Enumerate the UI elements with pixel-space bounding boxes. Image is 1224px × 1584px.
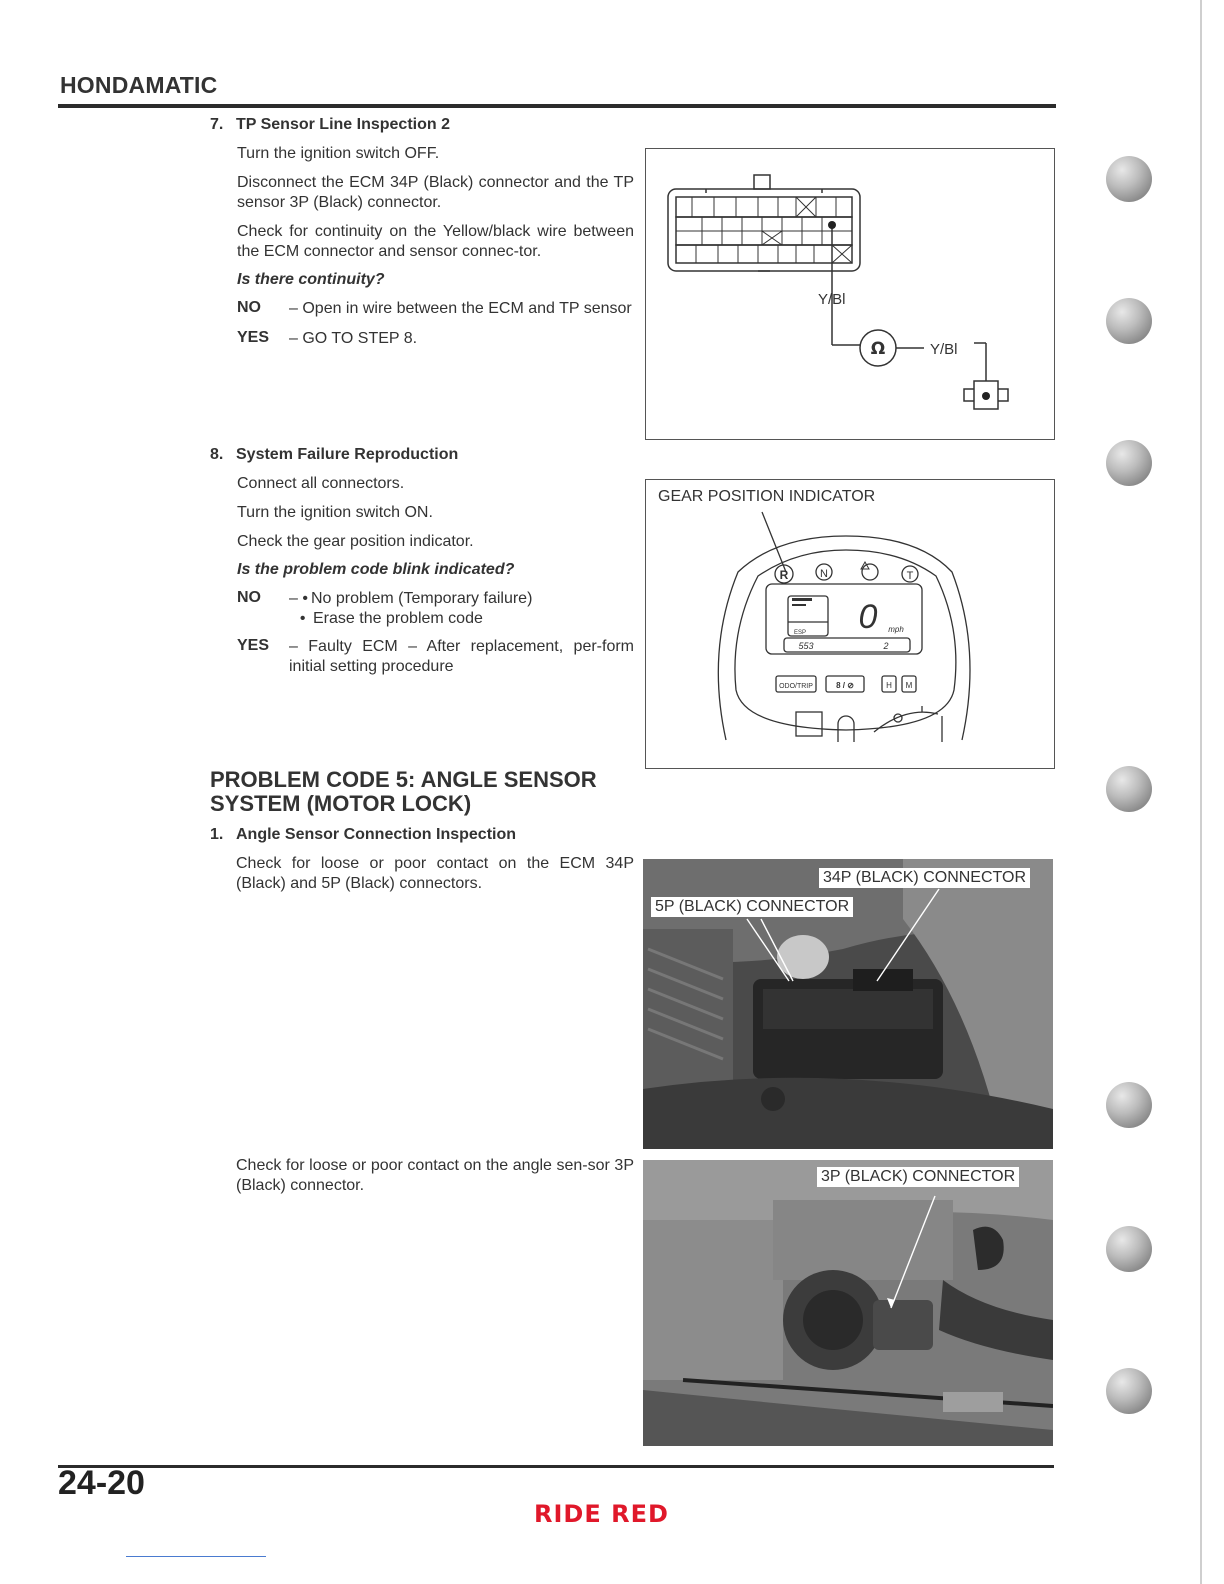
step-8-title: System Failure Reproduction bbox=[236, 446, 459, 463]
label-34p-connector: 34P (BLACK) CONNECTOR bbox=[819, 868, 1030, 888]
step-8-number: 8. bbox=[210, 446, 224, 463]
page-header-title: HONDAMATIC bbox=[60, 72, 218, 98]
step-7-para-2: Disconnect the ECM 34P (Black) connector and the TP sensor 3P (Black) connector. bbox=[237, 174, 634, 211]
step-7-answer-yes bbox=[237, 329, 634, 349]
answer-text: – GO TO STEP 8. bbox=[289, 330, 418, 347]
step-8-answer-yes bbox=[237, 637, 634, 677]
page-edge bbox=[1200, 0, 1202, 1584]
answer-key: NO bbox=[237, 589, 261, 606]
wire-label-1: Y/Bl bbox=[818, 291, 846, 308]
binder-hole bbox=[1106, 1226, 1152, 1272]
sensor-terminal-dot bbox=[982, 392, 990, 400]
mode-label: 8 / ⊘ bbox=[836, 681, 854, 690]
footer-rule bbox=[58, 1465, 1054, 1468]
binder-hole bbox=[1106, 156, 1152, 202]
wiring-diagram-figure bbox=[645, 148, 1055, 440]
gear-indicator-label: GEAR POSITION INDICATOR bbox=[658, 488, 876, 505]
meter-illustration bbox=[646, 480, 1054, 768]
answer-text: – Faulty ECM – After replacement, per-form initial setting procedure bbox=[289, 638, 634, 675]
answer-item: • Erase the problem code bbox=[291, 610, 483, 627]
hour-label: H bbox=[886, 681, 892, 690]
answer-key: YES bbox=[237, 637, 270, 654]
lcd-right-readout: 2 bbox=[883, 641, 889, 651]
ohmmeter-icon: Ω bbox=[870, 339, 886, 359]
step-8-answer-no bbox=[237, 589, 634, 629]
header-rule bbox=[58, 104, 1056, 108]
step-7-answer-no bbox=[237, 299, 634, 319]
binder-hole bbox=[1106, 766, 1152, 812]
step-8-para-1: Connect all connectors. bbox=[237, 475, 405, 492]
binder-hole bbox=[1106, 1082, 1152, 1128]
reverse-icon-label: R bbox=[779, 568, 789, 582]
lcd-small-text: ESP bbox=[793, 630, 807, 636]
step-7-para-3: Check for continuity on the Yellow/black wire between the ECM connector and sensor connec-tor. bbox=[237, 223, 634, 260]
step-1-text-2: Check for loose or poor contact on the angle sen-sor 3P (Black) connector. bbox=[236, 1157, 634, 1194]
step-1-number: 1. bbox=[210, 826, 224, 843]
wiring-diagram bbox=[646, 149, 1054, 439]
lcd-left-readout: 553 bbox=[798, 641, 814, 651]
step-1-heading bbox=[210, 826, 634, 844]
ecm-connector-outline bbox=[668, 189, 860, 271]
brand-logo: RIDE RED bbox=[534, 1500, 669, 1528]
speed-digit: 0 bbox=[858, 598, 878, 636]
neutral-icon-label: N bbox=[820, 568, 828, 580]
binder-hole bbox=[1106, 440, 1152, 486]
angle-sensor-photo-image bbox=[643, 1160, 1053, 1446]
step-8-para-3: Check the gear position indicator. bbox=[237, 533, 474, 550]
ecm-terminal-dot bbox=[828, 221, 836, 229]
answer-key: YES bbox=[237, 329, 270, 346]
step-8-heading bbox=[210, 446, 634, 464]
label-5p-connector: 5P (BLACK) CONNECTOR bbox=[651, 897, 853, 917]
section-title: PROBLEM CODE 5: ANGLE SENSOR SYSTEM (MOTOR LOCK) bbox=[210, 767, 597, 816]
minute-label: M bbox=[905, 681, 913, 690]
temp-icon-label: T bbox=[906, 570, 914, 582]
step-7-title: TP Sensor Line Inspection 2 bbox=[236, 116, 450, 133]
answer-text: – Open in wire between the ECM and TP sensor bbox=[289, 300, 632, 317]
gear-indicator-figure bbox=[645, 479, 1055, 769]
binder-hole bbox=[1106, 1368, 1152, 1414]
odo-trip-label: ODO/TRIP bbox=[779, 683, 813, 690]
step-8 bbox=[210, 446, 634, 677]
step-1 bbox=[210, 826, 634, 894]
label-3p-connector: 3P (BLACK) CONNECTOR bbox=[817, 1167, 1019, 1187]
key-slot bbox=[796, 712, 822, 736]
lcd-frame bbox=[766, 584, 922, 654]
ecm-connector-photo bbox=[643, 859, 1053, 1149]
step-1-text-1: Check for loose or poor contact on the ECM 34P (Black) and 5P (Black) connectors. bbox=[236, 855, 634, 892]
answer-key: NO bbox=[237, 299, 261, 316]
connector-latch bbox=[754, 175, 770, 189]
footer-link-underline bbox=[126, 1556, 266, 1557]
step-7-para-1: Turn the ignition switch OFF. bbox=[237, 145, 440, 162]
binder-hole bbox=[1106, 298, 1152, 344]
step-7-number: 7. bbox=[210, 116, 224, 133]
step-1-title: Angle Sensor Connection Inspection bbox=[236, 826, 517, 843]
wire-label-2: Y/Bl bbox=[930, 341, 958, 358]
warning-indicator-icon bbox=[862, 564, 878, 580]
answer-item: – • No problem (Temporary failure) bbox=[289, 590, 533, 607]
step-7 bbox=[210, 116, 634, 349]
page-number: 24-20 bbox=[58, 1464, 145, 1502]
step-7-heading bbox=[210, 116, 634, 134]
step-7-question: Is there continuity? bbox=[237, 271, 385, 288]
meter-bezel bbox=[735, 550, 956, 730]
step-8-para-2: Turn the ignition switch ON. bbox=[237, 504, 433, 521]
step-8-question: Is the problem code blink indicated? bbox=[237, 561, 515, 578]
angle-sensor-photo bbox=[643, 1160, 1053, 1446]
speed-unit: mph bbox=[888, 625, 904, 634]
